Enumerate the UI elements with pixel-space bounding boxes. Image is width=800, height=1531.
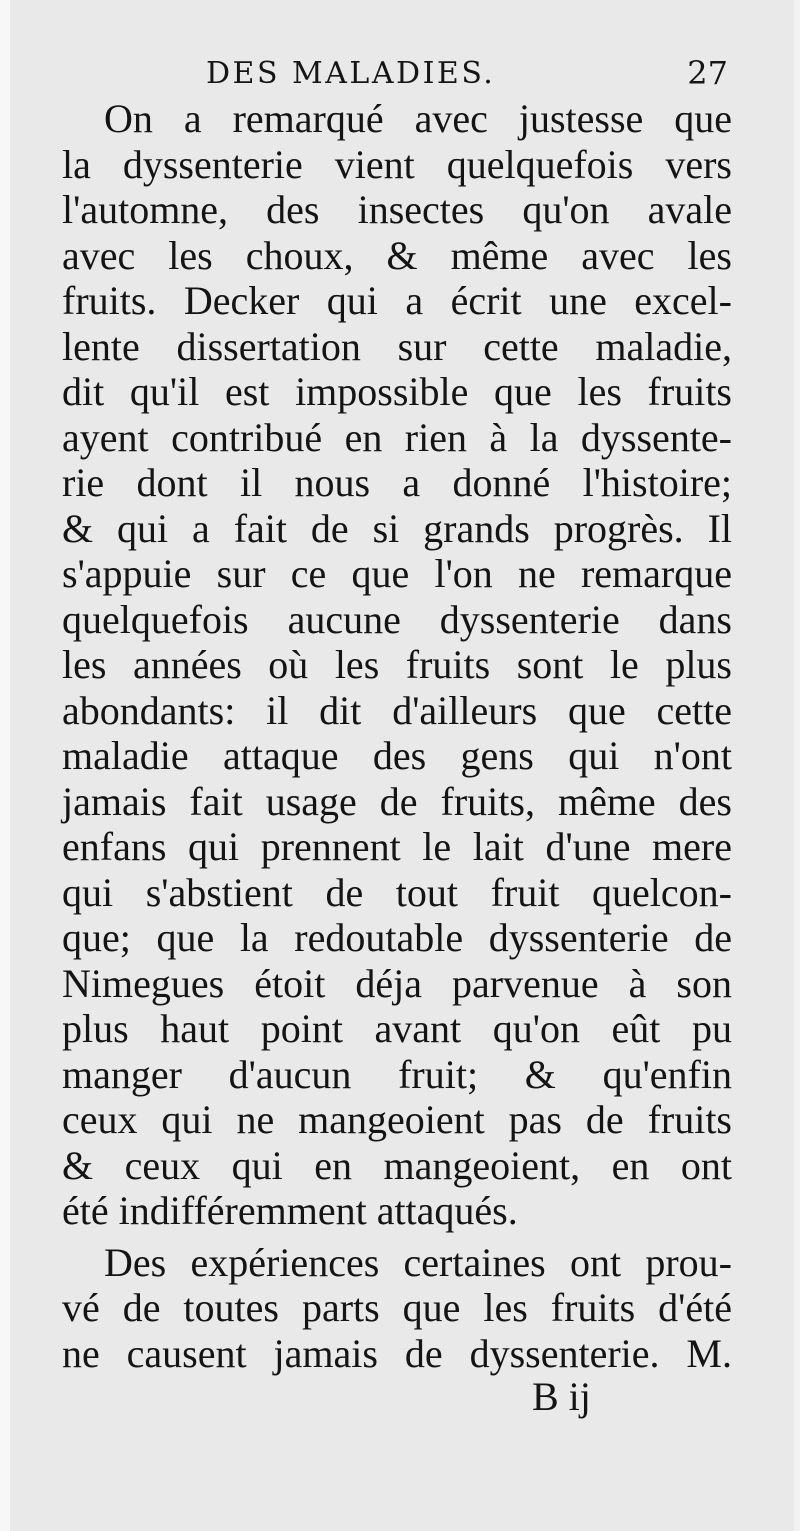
text-line: On a remarqué avec justesse que [104,96,732,141]
text-line: abondants: il dit d'ailleurs que cette [62,687,732,733]
text-line: Nimegues étoit déja parvenue à son [62,960,732,1006]
text-line: rie dont il nous a donné l'histoire; [62,460,732,505]
running-head [206,50,728,100]
text-line: enfans qui prennent le lait d'une mere [62,824,732,869]
text-line: ne causent jamais de dyssenterie. M. [62,1330,732,1376]
text-line: jamais fait usage de fruits, même des [62,778,732,824]
text-line: avec les choux, & même avec les [62,232,732,278]
text-line: & ceux qui en mangeoient, en ont [62,1142,732,1188]
text-line: Des expériences certaines ont prou- [104,1239,732,1285]
text-line: plus haut point avant qu'on eût pu [62,1006,732,1051]
text-line: manger d'aucun fruit; & qu'enfin [62,1051,732,1097]
text-line: s'appuie sur ce que l'on ne remarque [62,551,732,596]
text-line: fruits. Decker qui a écrit une excel- [62,278,732,323]
text-line: l'automne, des insectes qu'on avale [62,187,732,232]
text-line: ceux qui ne mangeoient pas de fruits [62,1097,732,1142]
body-text [62,96,732,1376]
text-line: ayent contribué en rien à la dyssente- [62,414,732,460]
text-line: la dyssenterie vient quelquefois vers [62,141,732,187]
text-line: été indifféremment attaqués. [62,1188,518,1233]
text-line: maladie attaque des gens qui n'ont [62,733,732,778]
text-line: vé de toutes parts que les fruits d'été [62,1285,732,1330]
text-line: quelquefois aucune dyssenterie dans [62,596,732,642]
text-line: que; que la redoutable dyssenterie de [62,915,732,960]
text-line: lente dissertation sur cette maladie, [62,323,732,369]
text-line: qui s'abstient de tout fruit quelcon- [62,869,732,915]
text-line: les années où les fruits sont le plus [62,642,732,687]
paragraph [62,1240,732,1377]
paragraph [62,96,732,1234]
running-head-title: DES MALADIES. [206,56,496,91]
signature-mark: B ij [532,1374,591,1419]
page-number: 27 [687,54,728,92]
text-line: dit qu'il est impossible que les fruits [62,369,732,414]
text-line: & qui a fait de si grands progrès. Il [62,505,732,551]
